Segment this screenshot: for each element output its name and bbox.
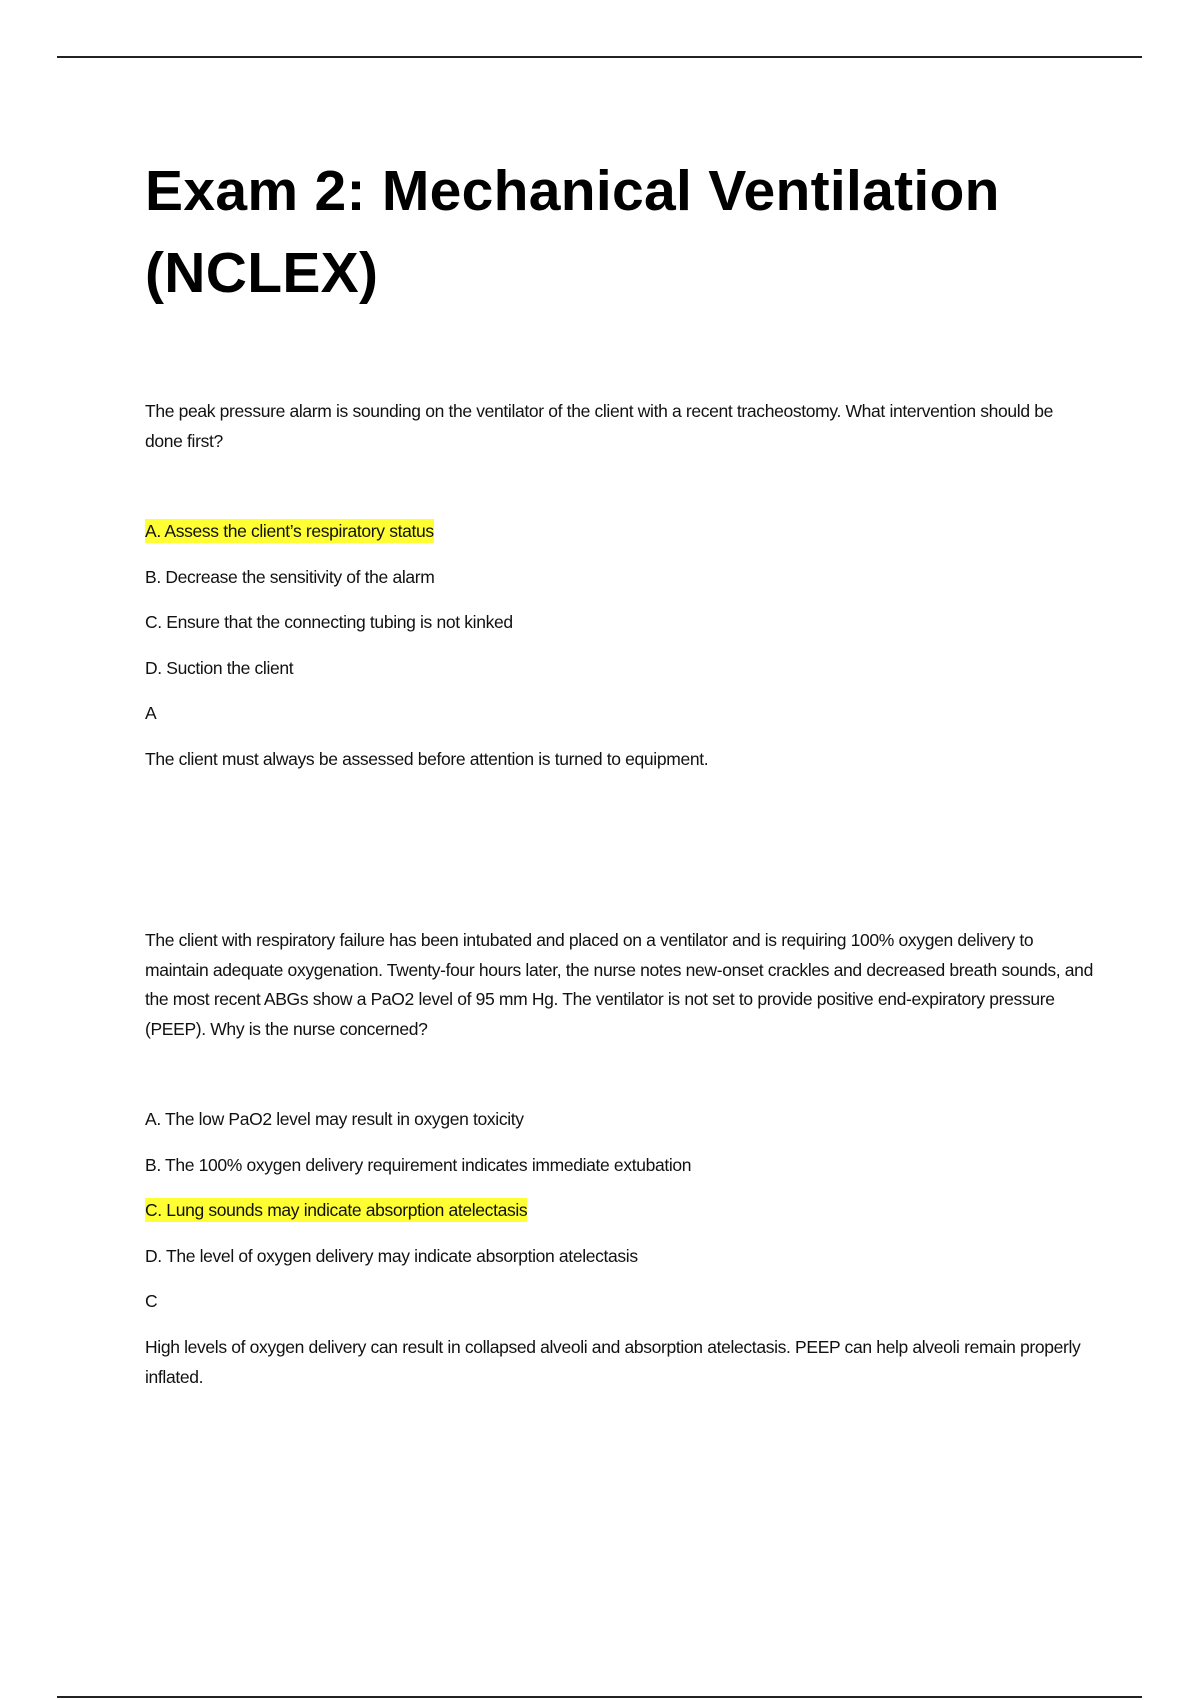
question-1-option-c: C. Ensure that the connecting tubing is not kinked (145, 612, 513, 632)
highlighted-correct-option: C. Lung sounds may indicate absorption atelectasis (145, 1200, 528, 1220)
question-2-option-c (145, 1196, 1085, 1226)
question-2-answer: C (145, 1291, 158, 1311)
bottom-rule (57, 1696, 1142, 1698)
question-2-rationale: High levels of oxygen delivery can result in collapsed alveoli and absorption atelectasis. PEEP can help alveoli remain properly inflated. (145, 1337, 1081, 1387)
question-2-option-b: B. The 100% oxygen delivery requirement indicates immediate extubation (145, 1155, 692, 1175)
highlighted-correct-option: A. Assess the client’s respiratory status (145, 521, 434, 541)
question-1-answer: A (145, 703, 157, 723)
question-1-prompt: The peak pressure alarm is sounding on the ventilator of the client with a recent tracheostomy. What intervention should be done first? (145, 401, 1053, 451)
question-2-option-a: A. The low PaO2 level may result in oxygen toxicity (145, 1109, 524, 1129)
question-1-option-b: B. Decrease the sensitivity of the alarm (145, 567, 435, 587)
top-rule (57, 56, 1142, 58)
page-title: Exam 2: Mechanical Ventilation (NCLEX) (145, 159, 1000, 305)
question-1-option-d: D. Suction the client (145, 658, 294, 678)
question-1-option-a (145, 517, 1085, 547)
question-2-prompt: The client with respiratory failure has been intubated and placed on a ventilator and is requiring 100% oxygen delivery to maintain adequate oxygenation. Twenty-four hours later, the nurse notes new-onset crackles and decreased breath sounds, and the most recent ABGs show a PaO2 level of 95 mm Hg. The ventilator is not set to provide positive end-expiratory pressure (PEEP). Why is the nurse concerned? (145, 930, 1093, 1039)
question-1-rationale: The client must always be assessed before attention is turned to equipment. (145, 749, 709, 769)
question-2-option-d: D. The level of oxygen delivery may indicate absorption atelectasis (145, 1246, 638, 1266)
